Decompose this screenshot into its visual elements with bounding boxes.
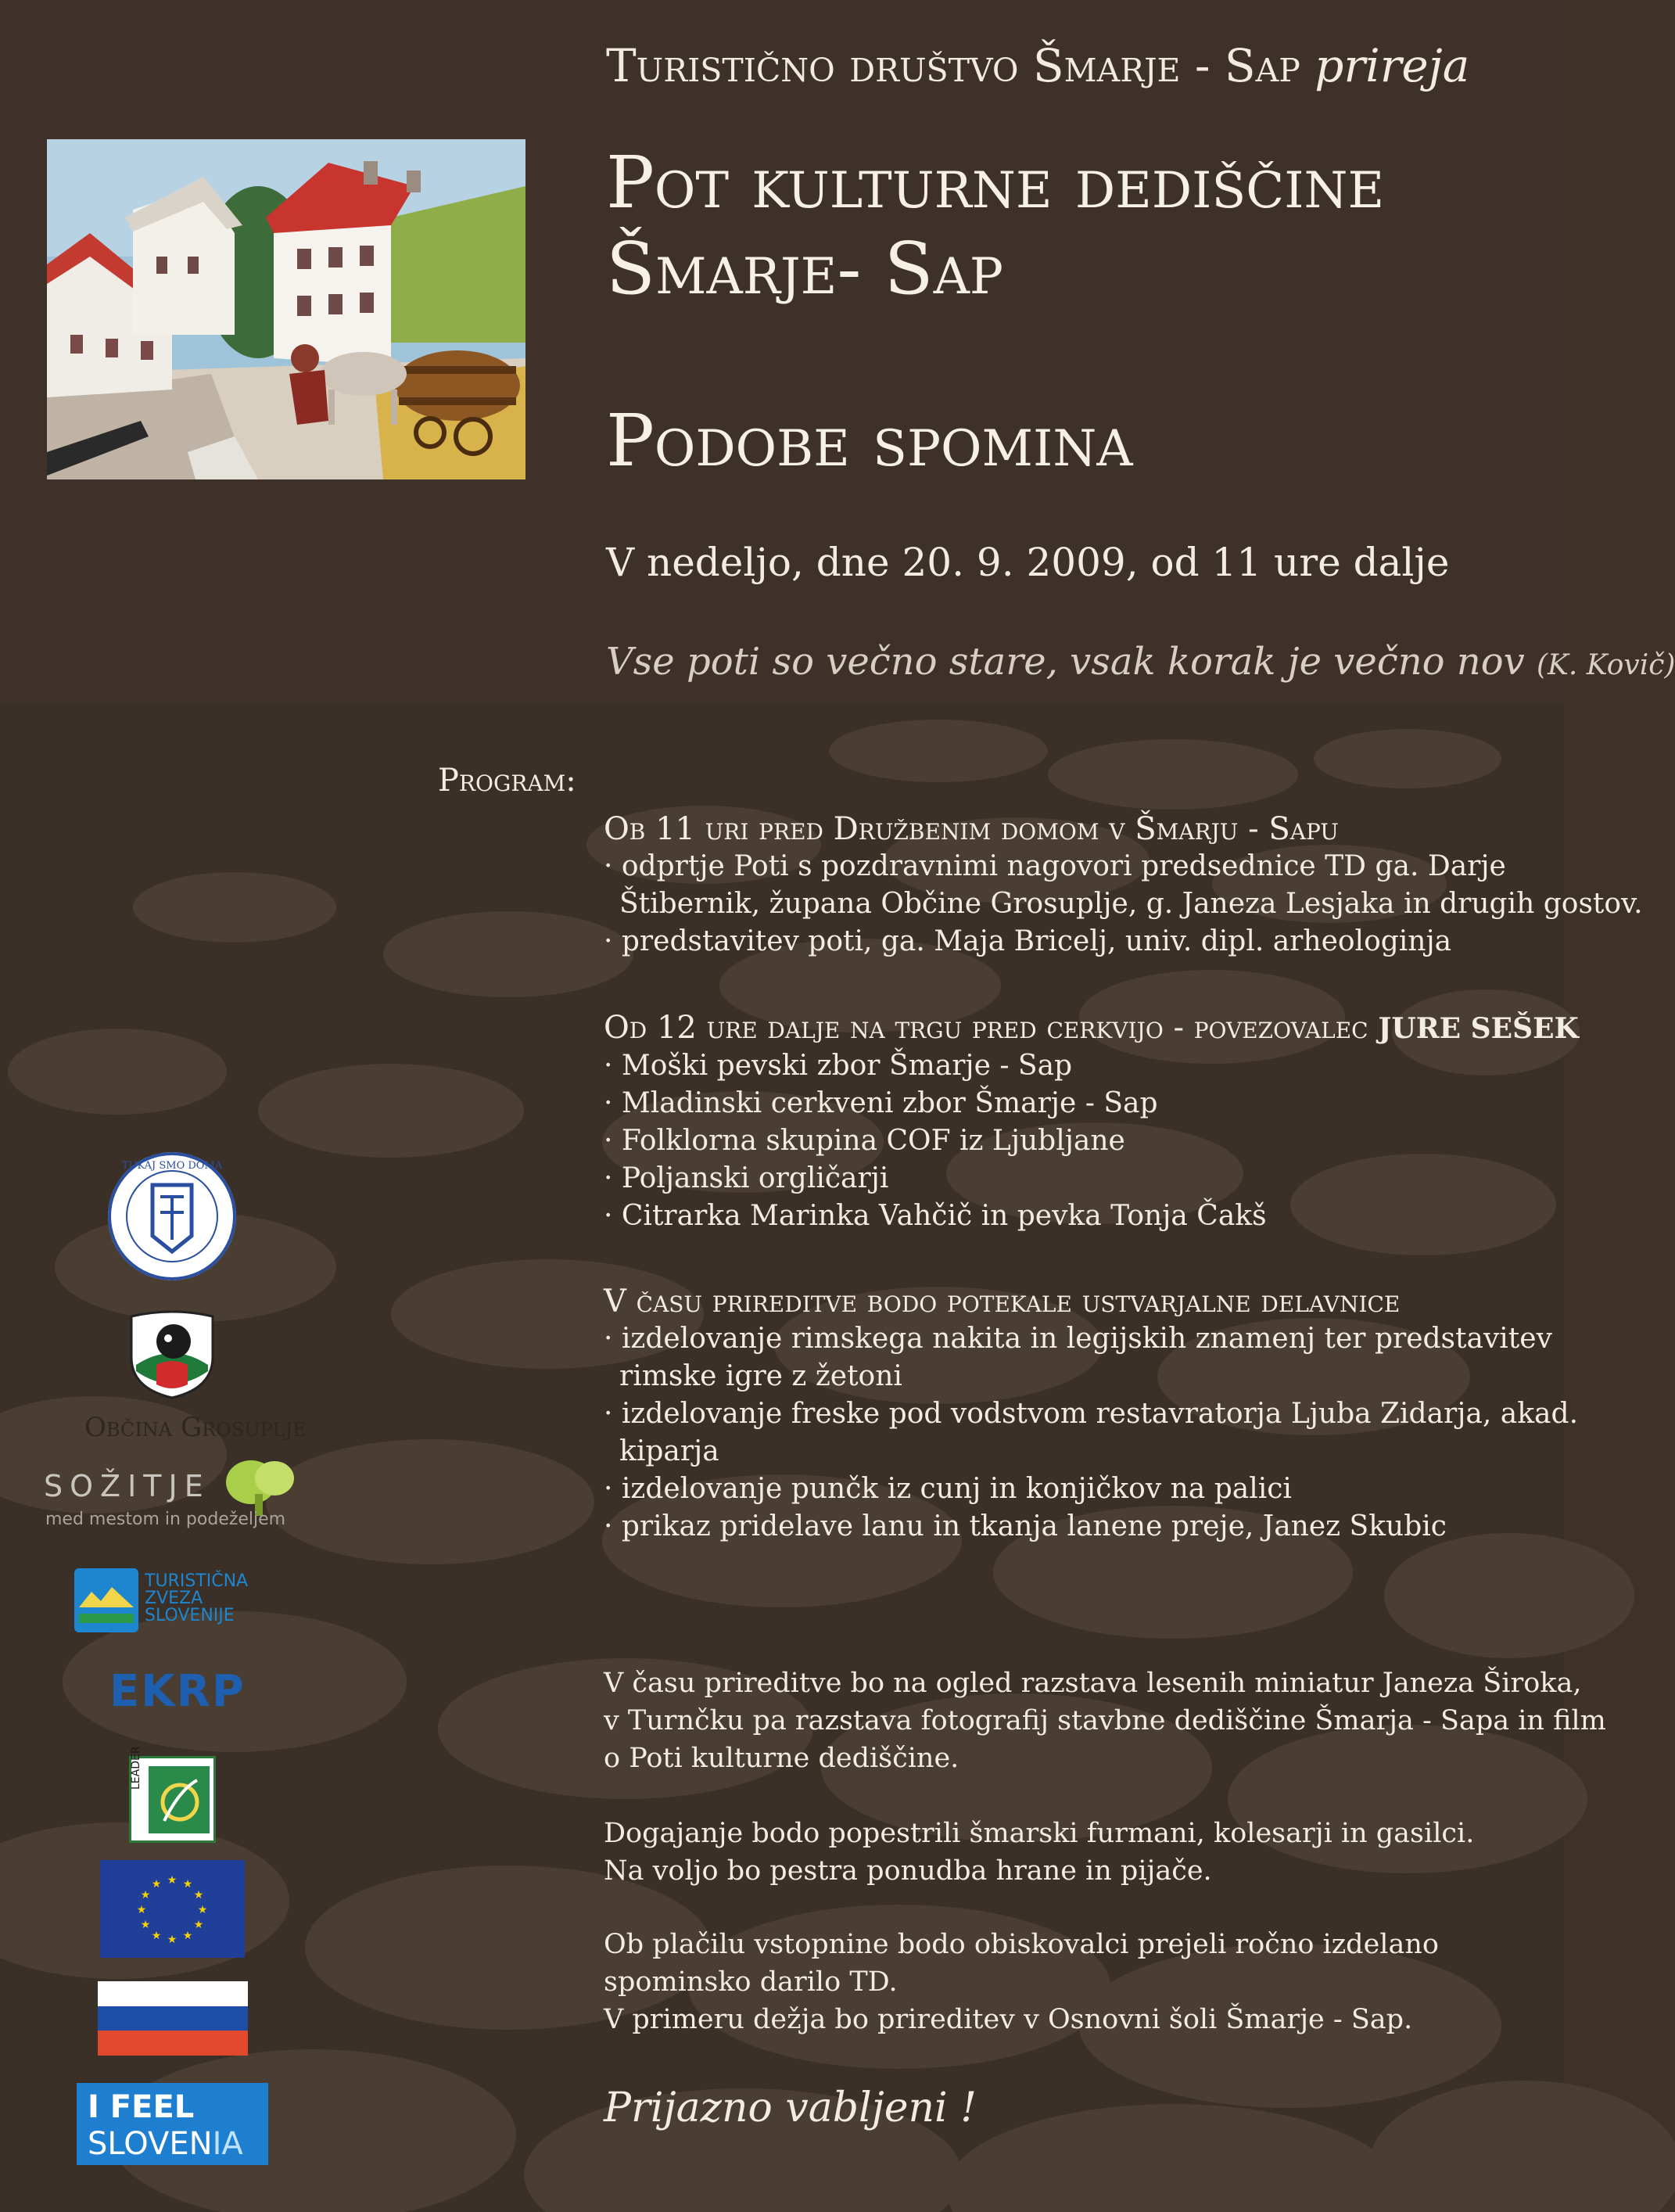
info-line: V primeru dežja bo prireditev v Osnovni šoli Šmarje - Sap.: [604, 2004, 1413, 2035]
sozitje-logo: [44, 1463, 302, 1533]
info-line: V času prireditve bo na ogled razstava lesenih miniatur Janeza Široka,: [604, 1668, 1582, 1699]
info-paragraph-3: [604, 1926, 1542, 2038]
section-1-item: · predstavitev poti, ga. Maja Bricelj, univ. dipl. arheologinja: [604, 925, 1452, 957]
section-2-host-name: JURE SEŠEK: [1378, 1012, 1579, 1045]
svg-text:★: ★: [140, 1889, 151, 1901]
organizer-suffix: prireja: [1315, 39, 1470, 92]
main-title-line2: Šmarje- Sap: [606, 227, 1003, 311]
turisticna-zveza-slovenije-logo: [74, 1568, 278, 1635]
svg-text:★: ★: [140, 1919, 151, 1931]
ifeel-line-2: [88, 2126, 243, 2162]
info-line: Dogajanje bodo popestrili šmarski furmani, kolesarji in gasilci.: [604, 1818, 1475, 1849]
event-date: V nedeljo, dne 20. 9. 2009, od 11 ure dalje: [606, 540, 1450, 585]
info-line: Na voljo bo pestra ponudba hrane in pijače.: [604, 1855, 1212, 1887]
section-3-heading: V času prireditve bodo potekale ustvarjalne delavnice: [604, 1284, 1401, 1320]
sozitje-title: SOŽITJE: [44, 1469, 210, 1503]
svg-text:★: ★: [193, 1919, 204, 1931]
section-1-item: Štibernik, župana Občine Grosuplje, g. Janeza Lesjaka in drugih gostov.: [619, 888, 1643, 920]
svg-text:★: ★: [151, 1878, 162, 1891]
quote-author: (K. Kovič): [1536, 649, 1675, 681]
info-line: spominsko darilo TD.: [604, 1966, 898, 1998]
section-2-heading: Od 12 ure dalje na trgu pred cerkvijo - povezovalec: [604, 1010, 1368, 1046]
section-3-item: · izdelovanje rimskega nakita in legijskih znamenj ter predstavitev: [604, 1323, 1552, 1355]
info-line: o Poti kulturne dediščine.: [604, 1743, 959, 1774]
info-paragraph-2: [604, 1815, 1542, 1890]
program-section-2: [604, 1009, 1579, 1235]
section-3-item: · prikaz pridelave lanu in tkanja lanene preje, Janez Skubic: [604, 1510, 1447, 1542]
ifeel-ia: IA: [212, 2126, 243, 2162]
ekrp-logo: EKRP: [109, 1666, 246, 1717]
closing-invitation: Prijazno vabljeni !: [604, 2085, 977, 2131]
info-line: v Turnčku pa razstava fotografij stavbne dediščine Šmarja - Sapa in film: [604, 1705, 1606, 1736]
section-3-item: rimske igre z žetoni: [619, 1360, 902, 1392]
obcina-grosuplje-crest-icon: [125, 1310, 219, 1400]
leader-logo: [129, 1746, 216, 1843]
sozitje-subtitle: med mestom in podeželjem: [45, 1510, 286, 1529]
section-2-item: · Folklorna skupina COF iz Ljubljane: [604, 1125, 1125, 1157]
eu-flag-icon: [100, 1860, 245, 1958]
tzs-emblem-icon: [74, 1568, 138, 1632]
info-paragraph-1: [604, 1664, 1606, 1777]
section-1-heading: Ob 11 uri pred Družbenim domom v Šmarju - Sapu: [604, 811, 1339, 847]
svg-text:★: ★: [167, 1874, 178, 1887]
section-3-item: · izdelovanje punčk iz cunj in konjičkov na palici: [604, 1473, 1292, 1505]
subtitle: Podobe spomina: [606, 399, 1133, 483]
svg-text:★: ★: [136, 1904, 147, 1916]
section-2-item: · Moški pevski zbor Šmarje - Sap: [604, 1050, 1073, 1082]
organizer-name: Turistično društvo Šmarje - Sap: [606, 39, 1300, 92]
leader-emblem-icon: [149, 1766, 210, 1833]
svg-text:★: ★: [167, 1934, 178, 1946]
svg-text:★: ★: [197, 1904, 208, 1916]
quote-text: Vse poti so večno stare, vsak korak je večno nov: [606, 640, 1525, 684]
info-line: Ob plačilu vstopnine bodo obiskovalci prejeli ročno izdelano: [604, 1929, 1439, 1960]
section-2-item: · Poljanski orgličarji: [604, 1162, 889, 1194]
section-2-item: · Citrarka Marinka Vahčič in pevka Tonja Čakš: [604, 1200, 1267, 1232]
tzs-line-2: ZVEZA: [145, 1589, 203, 1608]
obcina-grosuplje-label: Občina Grosuplje: [84, 1412, 307, 1443]
section-3-item: kiparja: [619, 1435, 719, 1467]
ifeel-sloven: SLOVEN: [88, 2126, 213, 2162]
svg-text:★: ★: [151, 1930, 162, 1942]
leader-label: LEADER: [130, 1746, 142, 1790]
program-section-3: [604, 1283, 1579, 1546]
village-painting-illustration: [47, 139, 525, 479]
svg-text:★: ★: [182, 1878, 193, 1891]
quote: [606, 640, 1675, 684]
section-2-item: · Mladinski cerkveni zbor Šmarje - Sap: [604, 1087, 1158, 1119]
main-title-line1: Pot kulturne dediščine: [606, 141, 1385, 224]
section-1-item: · odprtje Poti s pozdravnimi nagovori predsednice TD ga. Darje: [604, 850, 1506, 882]
section-3-item: · izdelovanje freske pod vodstvom restavratorja Ljuba Zidarja, akad.: [604, 1398, 1579, 1430]
sozitje-tree-icon: [220, 1455, 298, 1517]
tzs-line-1: TURISTIČNA: [145, 1571, 249, 1591]
section-2-heading-line: [604, 1009, 1579, 1047]
svg-text:★: ★: [182, 1930, 193, 1942]
i-feel-slovenia-logo: [77, 2083, 268, 2165]
tzs-line-3: SLOVENIJE: [145, 1606, 235, 1625]
seal-text: TUKAJ SMO DOMA: [121, 1160, 223, 1172]
organizer-line: [606, 39, 1469, 92]
program-label: Program:: [438, 763, 576, 799]
slovenia-flag-icon: [98, 1981, 248, 2056]
td-smarje-seal-logo: [106, 1150, 239, 1283]
svg-text:★: ★: [193, 1889, 204, 1901]
ifeel-line-1: I FEEL: [88, 2089, 195, 2125]
program-section-1: [604, 810, 1643, 961]
